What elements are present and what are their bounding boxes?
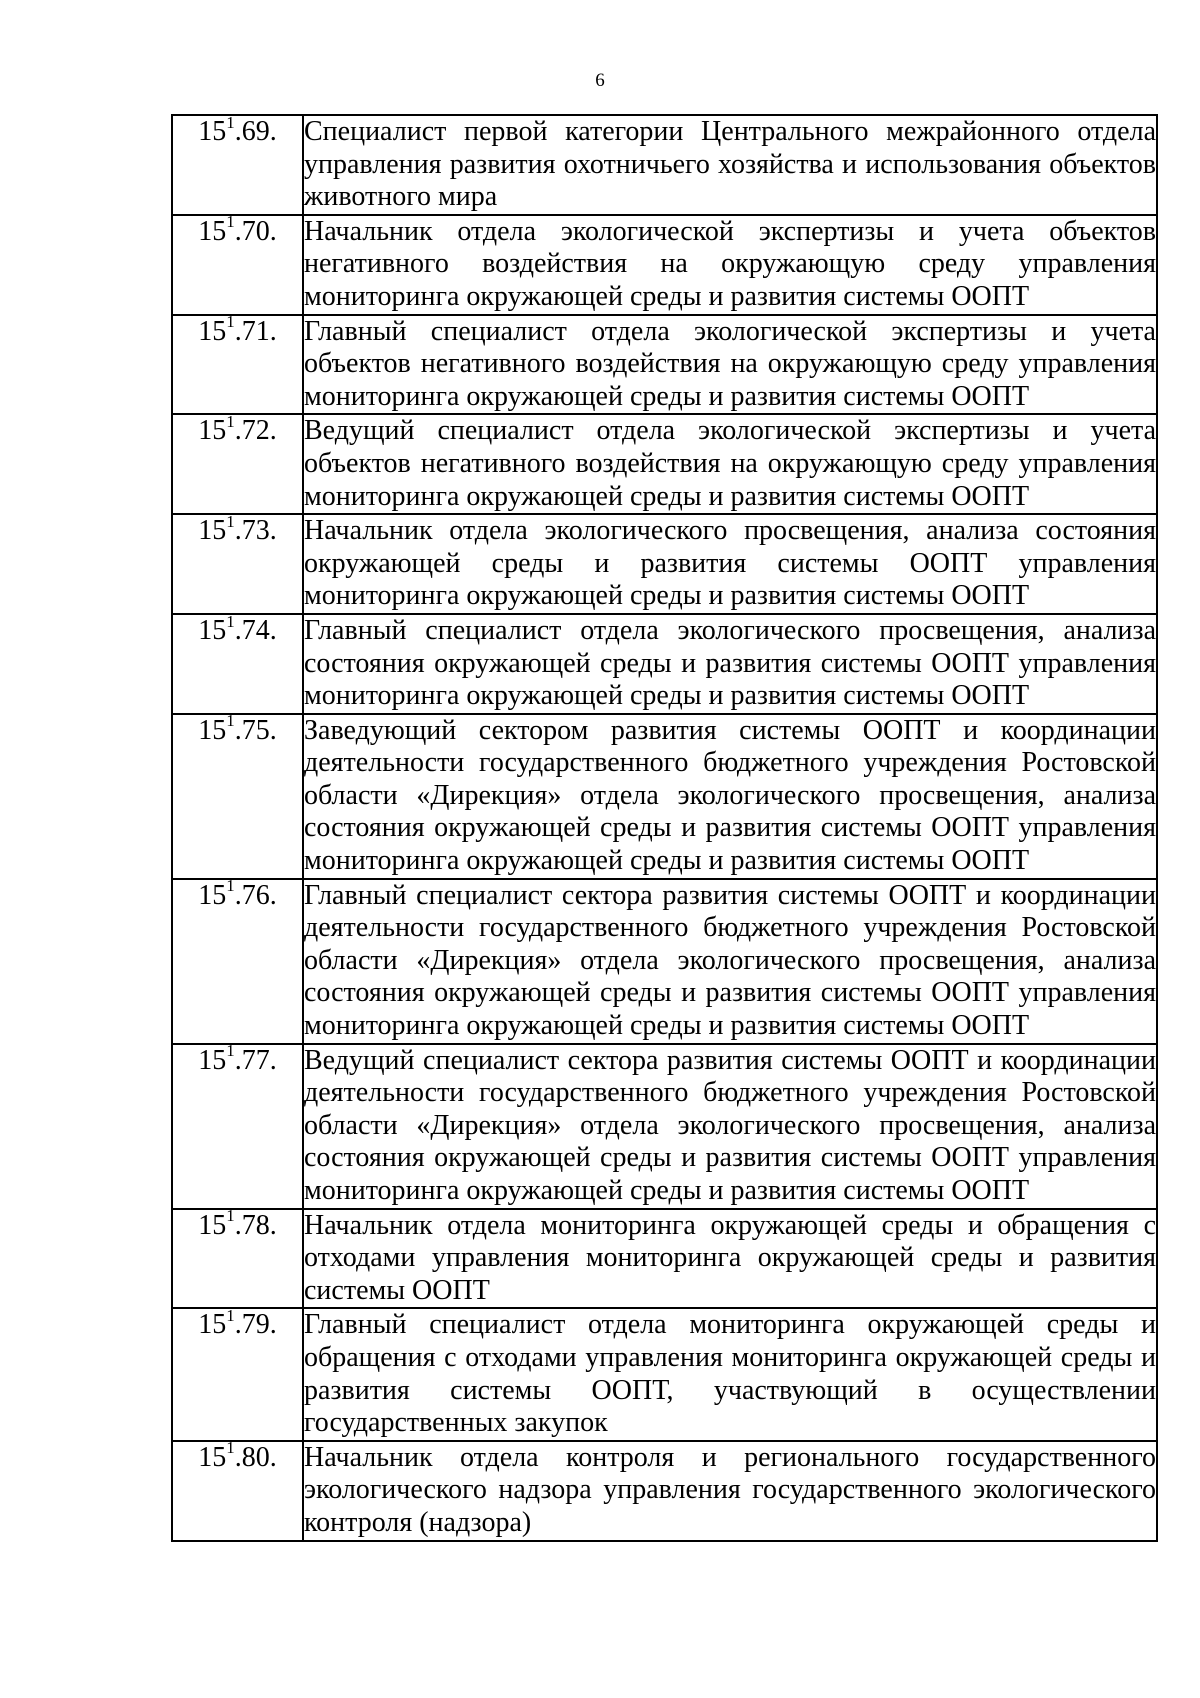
row-number <box>172 1438 303 1541</box>
row-number-base: 15 <box>198 614 227 646</box>
row-number <box>172 414 303 514</box>
row-number <box>172 112 303 215</box>
position-title: Главный специалист отдела экологической экспертизы и учета объектов негативного воздействия на окружающую среду управления мониторинга окружающей среды и развития системы ООПТ <box>303 315 1157 415</box>
row-number-base: 15 <box>198 415 227 447</box>
row-number-suffix: .71. <box>234 315 277 347</box>
row-number <box>172 1206 303 1309</box>
table-row <box>172 414 1157 514</box>
row-number-suffix: .70. <box>234 215 277 247</box>
position-title: Начальник отдела экологической экспертизы и учета объектов негативного воздействия на окружающую среду управления мониторинга окружающей среды и развития системы ООПТ <box>303 215 1157 315</box>
positions-table <box>171 114 1158 1542</box>
row-number-base: 15 <box>198 714 227 746</box>
row-number-base: 15 <box>198 1044 227 1076</box>
row-number-base: 15 <box>198 515 227 547</box>
row-number <box>172 312 303 415</box>
row-number <box>172 511 303 614</box>
position-title: Ведущий специалист отдела экологической экспертизы и учета объектов негативного воздействия на окружающую среду управления мониторинга окружающей среды и развития системы ООПТ <box>303 414 1157 514</box>
position-title: Начальник отдела экологического просвещения, анализа состояния окружающей среды и развития системы ООПТ управления мониторинга окружающей среды и развития системы ООПТ <box>303 514 1157 614</box>
table-row <box>172 1308 1157 1440</box>
position-title: Начальник отдела мониторинга окружающей среды и обращения с отходами управления мониторинга окружающей среды и развития системы ООПТ <box>303 1209 1157 1309</box>
table-row <box>172 315 1157 415</box>
row-number-superscript: 1 <box>226 1206 235 1226</box>
row-number-suffix: .76. <box>234 879 277 911</box>
row-number-base: 15 <box>198 215 227 247</box>
table-row <box>172 879 1157 1044</box>
position-title: Заведующий сектором развития системы ООПТ и координации деятельности государственного бюджетного учреждения Ростовской области «Дирекция» отдела экологического просвещения, анализа состояния окружающей среды и развития системы ООПТ управления мониторинга окружающей среды и развития системы ООПТ <box>303 714 1157 879</box>
row-number-superscript: 1 <box>226 1306 235 1326</box>
row-number-suffix: .74. <box>234 614 277 646</box>
position-title: Специалист первой категории Центрального межрайонного отдела управления развития охотничьего хозяйства и использования объектов животного мира <box>303 115 1157 215</box>
row-number-suffix: .78. <box>234 1209 277 1241</box>
row-number-superscript: 1 <box>226 212 235 232</box>
row-number-superscript: 1 <box>226 312 235 332</box>
row-number-base: 15 <box>198 116 227 147</box>
row-number-base: 15 <box>198 879 227 911</box>
row-number-suffix: .79. <box>234 1309 277 1341</box>
row-number-base: 15 <box>198 1209 227 1241</box>
row-number-superscript: 1 <box>226 112 235 132</box>
row-number-suffix: .77. <box>234 1044 277 1076</box>
row-number-superscript: 1 <box>226 876 235 896</box>
row-number-suffix: .69. <box>234 116 277 147</box>
row-number <box>172 711 303 879</box>
position-title: Главный специалист отдела экологического просвещения, анализа состояния окружающей среды и развития системы ООПТ управления мониторинга окружающей среды и развития системы ООПТ <box>303 614 1157 714</box>
row-number-base: 15 <box>198 1441 227 1473</box>
row-number-superscript: 1 <box>226 1041 235 1061</box>
position-title: Главный специалист сектора развития системы ООПТ и координации деятельности государственного бюджетного учреждения Ростовской области «Дирекция» отдела экологического просвещения, анализа состояния окружающей среды и развития системы ООПТ управления мониторинга окружающей среды и развития системы ООПТ <box>303 879 1157 1044</box>
position-title: Начальник отдела контроля и регионального государственного экологического надзора управления государственного экологического контроля (надзора) <box>303 1441 1157 1541</box>
table-row <box>172 1209 1157 1309</box>
table-row <box>172 614 1157 714</box>
row-number-suffix: .73. <box>234 515 277 547</box>
position-title: Главный специалист отдела мониторинга окружающей среды и обращения с отходами управления мониторинга окружающей среды и развития системы ООПТ, участвующий в осуществлении государственных закупок <box>303 1308 1157 1440</box>
position-title: Ведущий специалист сектора развития системы ООПТ и координации деятельности государственного бюджетного учреждения Ростовской области «Дирекция» отдела экологического просвещения, анализа состояния окружающей среды и развития системы ООПТ управления мониторинга окружающей среды и развития системы ООПТ <box>303 1044 1157 1209</box>
row-number-superscript: 1 <box>226 611 235 631</box>
row-number <box>172 611 303 714</box>
table-row <box>172 115 1157 215</box>
table-row <box>172 1441 1157 1541</box>
row-number-superscript: 1 <box>226 1438 235 1458</box>
row-number <box>172 876 303 1044</box>
row-number-base: 15 <box>198 1309 227 1341</box>
row-number-superscript: 1 <box>226 711 235 731</box>
table-row <box>172 514 1157 614</box>
positions-table-body <box>172 112 1157 1541</box>
row-number <box>172 1308 303 1440</box>
row-number-superscript: 1 <box>226 412 235 432</box>
row-number-suffix: .80. <box>234 1441 277 1473</box>
row-number <box>172 1041 303 1209</box>
row-number-base: 15 <box>198 315 227 347</box>
row-number-superscript: 1 <box>226 511 235 531</box>
table-row <box>172 714 1157 879</box>
page-number: 6 <box>595 70 605 91</box>
row-number <box>172 212 303 315</box>
row-number-suffix: .72. <box>234 415 277 447</box>
table-row <box>172 1044 1157 1209</box>
table-row <box>172 215 1157 315</box>
row-number-suffix: .75. <box>234 714 277 746</box>
